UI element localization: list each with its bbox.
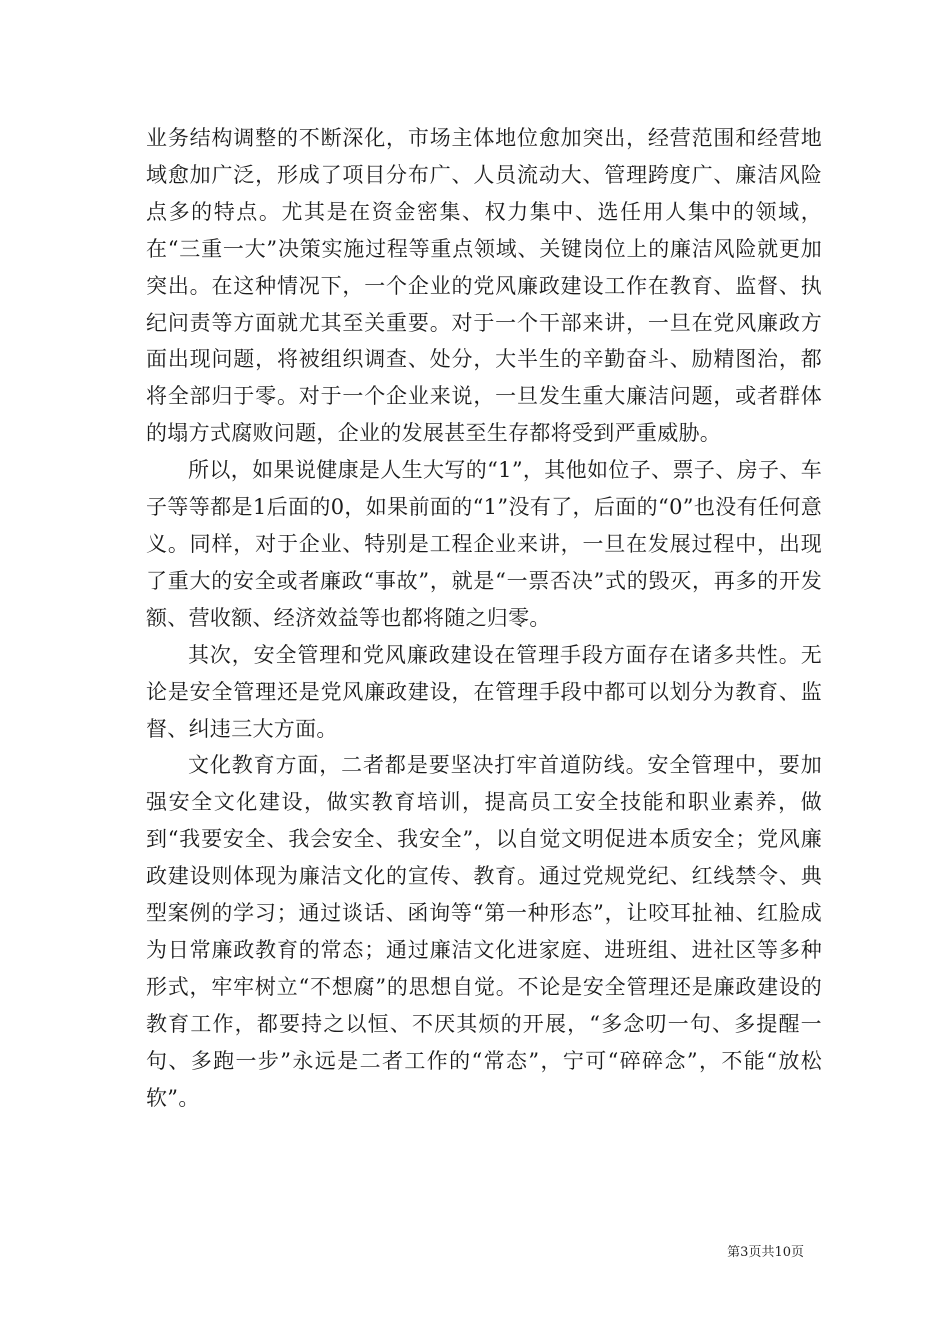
paragraph-2: 所以，如果说健康是人生大写的“1”，其他如位子、票子、房子、车子等等都是1后面的0，如果前面的“1”没有了，后面的“0”也没有任何意义。同样，对于企业、特别是工程企业来讲，一旦在发展过程中，出现了重大的安全或者廉政“事故”，就是“一票否决”式的毁灭，再多的开发额、营收额、经济效益等也都将随之归零。 <box>146 458 822 630</box>
paragraph-4: 文化教育方面，二者都是要坚决打牢首道防线。安全管理中，要加强安全文化建设，做实教育培训，提高员工安全技能和职业素养，做到“我要安全、我会安全、我安全”，以自觉文明促进本质安全；党风廉政建设则体现为廉洁文化的宣传、教育。通过党规党纪、红线禁令、典型案例的学习；通过谈话、函询等“第一种形态”，让咬耳扯袖、红脸成为日常廉政教育的常态；通过廉洁文化进家庭、进班组、进社区等多种形式，牢牢树立“不想腐”的思想自觉。不论是安全管理还是廉政建设的教育工作，都要持之以恒、不厌其烦的开展，“多念叨一句、多提醒一句、多跑一步”永远是二者工作的“常态”，宁可“碎碎念”，不能“放松软”。 <box>146 753 822 1110</box>
page-number: 第3页共10页 <box>727 1245 804 1260</box>
paragraph-3: 其次，安全管理和党风廉政建设在管理手段方面存在诸多共性。无论是安全管理还是党风廉政建设，在管理手段中都可以划分为教育、监督、纠违三大方面。 <box>146 642 822 741</box>
paragraph-1: 业务结构调整的不断深化，市场主体地位愈加突出，经营范围和经营地域愈加广泛，形成了项目分布广、人员流动大、管理跨度广、廉洁风险点多的特点。尤其是在资金密集、权力集中、选任用人集中的领域，在“三重一大”决策实施过程等重点领域、关键岗位上的廉洁风险就更加突出。在这种情况下，一个企业的党风廉政建设工作在教育、监督、执纪问责等方面就尤其至关重要。对于一个干部来讲，一旦在党风廉政方面出现问题，将被组织调查、处分，大半生的辛勤奋斗、励精图治，都将全部归于零。对于一个企业来说，一旦发生重大廉洁问题，或者群体的塌方式腐败问题，企业的发展甚至生存都将受到严重威胁。 <box>146 126 822 446</box>
body-text <box>146 120 822 1116</box>
